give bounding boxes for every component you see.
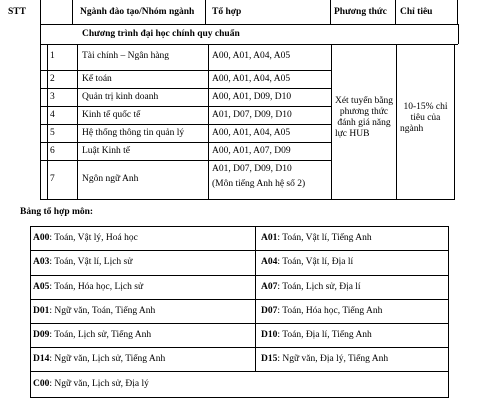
col-divider-major [205, 0, 206, 24]
header-combo: Tổ hợp [212, 7, 242, 17]
table-border-right-quota [454, 44, 455, 200]
combo-subjects: : Toán, Vật lí, Lịch sử [49, 257, 133, 267]
combo-section-title: Bảng tổ hợp môn: [20, 207, 94, 217]
row-major: Kinh tế quốc tế [82, 110, 141, 120]
body-divider-major [77, 44, 78, 200]
combo-code: A03 [33, 257, 50, 267]
row-stt: 1 [50, 51, 55, 61]
row-major: Luật Kinh tế [82, 146, 131, 156]
combo-cell [261, 330, 372, 341]
row-major: Tài chính – Ngân hàng [82, 51, 170, 61]
col-divider-stt [72, 0, 73, 24]
row-line-bottom [40, 199, 455, 200]
combo-code: A05 [33, 282, 50, 292]
combo-line-2 [30, 275, 449, 276]
row-combo: A00, A01, A04, A05 [212, 51, 291, 61]
row-line-4 [40, 124, 331, 125]
combo-subjects: : Toán, Hóa học, Lịch sử [49, 282, 144, 292]
row-combo: A01, D07, D09, D10 [212, 110, 292, 120]
combo-line-bottom [30, 397, 449, 398]
combo-code: A04 [261, 257, 278, 267]
combo-cell [261, 233, 372, 244]
method-line: lực HUB [335, 129, 370, 139]
row-stt: 7 [50, 174, 55, 184]
combo-cell [261, 257, 353, 268]
row-line-2 [40, 88, 331, 89]
table-border-left [40, 0, 41, 200]
combo-cell [33, 233, 138, 244]
combo-code: D15 [261, 354, 278, 364]
table-border-right-body [458, 24, 459, 44]
combo-subjects: : Ngữ văn, Lịch sử, Địa lý [49, 379, 149, 389]
row-stt: 6 [50, 146, 55, 156]
combo-cell [33, 379, 149, 390]
combo-code: A07 [261, 282, 278, 292]
row-combo-note: (Môn tiếng Anh hệ số 2) [212, 179, 306, 189]
quota-line: 10-15% chỉ [403, 102, 448, 112]
row-line-6 [40, 160, 331, 161]
combo-cell [33, 306, 155, 317]
combo-code: D10 [261, 330, 278, 340]
header-major: Ngành đào tạo/Nhóm ngành [80, 7, 195, 17]
combo-subjects: : Ngữ văn, Địa lý, Tiếng Anh [277, 354, 389, 364]
row-line-3 [40, 106, 331, 107]
row-major: Kế toán [82, 74, 112, 84]
combo-cell [33, 354, 165, 365]
combo-line-top [30, 226, 449, 227]
body-divider-stt [47, 44, 48, 200]
row-line-5 [40, 142, 331, 143]
row-stt: 4 [50, 110, 55, 120]
combo-subjects: : Toán, Vật lí, Địa lí [277, 257, 354, 267]
col-divider-combo [330, 0, 331, 24]
method-line: phương thức [339, 107, 389, 117]
row-major: Hệ thống thông tin quản lý [82, 128, 185, 138]
header-method: Phương thức [334, 7, 387, 17]
combo-subjects: : Toán, Vật lí, Tiếng Anh [277, 233, 372, 243]
row-line-header-bottom [40, 24, 458, 25]
row-combo: A00, A01, A04, A05 [212, 74, 291, 84]
row-major: Quản trị kinh doanh [82, 92, 159, 102]
row-stt: 5 [50, 128, 55, 138]
combo-line-6 [30, 371, 449, 372]
combo-line-5 [30, 347, 449, 348]
combo-code: A00 [33, 233, 50, 243]
table-border-right [457, 0, 458, 24]
combo-code: D14 [33, 354, 50, 364]
combo-subjects: : Toán, Địa lí, Tiếng Anh [277, 330, 372, 340]
combo-subjects: : Toán, Vật lý, Hoá học [49, 233, 138, 243]
combo-cell [33, 330, 151, 341]
combo-cell [33, 282, 143, 293]
combo-code: D01 [33, 306, 50, 316]
combo-code: D09 [33, 330, 50, 340]
quota-line: ngành [400, 124, 424, 134]
combo-line-4 [30, 323, 449, 324]
quota-line: tiêu của [410, 113, 441, 123]
row-line-1 [40, 70, 331, 71]
combo-code: C00 [33, 379, 50, 389]
combo-border-right [448, 226, 449, 398]
combo-subjects: : Ngữ văn, Lịch sử, Tiếng Anh [49, 354, 166, 364]
row-combo: A00, A01, A07, D09 [212, 146, 291, 156]
body-divider-combo [208, 44, 209, 200]
combo-code: D07 [261, 306, 278, 316]
program-title: Chương trình đại học chính quy chuẩn [82, 29, 240, 39]
combo-code: A01 [261, 233, 278, 243]
col-divider-method [395, 0, 396, 24]
combo-subjects: : Toán, Lịch sử, Tiếng Anh [49, 330, 152, 340]
combo-cell [33, 257, 132, 268]
row-stt: 2 [50, 74, 55, 84]
row-combo: A00, A01, D09, D10 [212, 92, 292, 102]
row-stt: 3 [50, 92, 55, 102]
combo-cell [261, 282, 361, 293]
combo-subjects: : Ngữ văn, Toán, Tiếng Anh [49, 306, 156, 316]
method-line: Xét tuyển bằng [334, 96, 394, 106]
header-quota: Chỉ tiêu [400, 7, 433, 17]
combo-cell [261, 306, 382, 317]
row-combo: A01, D07, D09, D10 [212, 164, 292, 174]
row-major: Ngôn ngữ Anh [82, 174, 139, 184]
combo-subjects: : Toán, Lịch sử, Địa lí [277, 282, 361, 292]
combo-line-3 [30, 299, 449, 300]
method-line: đánh giá năng [337, 118, 391, 128]
row-line-program-bottom [40, 44, 458, 45]
combo-border-left [30, 226, 31, 398]
combo-subjects: : Toán, Hóa học, Tiếng Anh [277, 306, 383, 316]
combo-line-1 [30, 250, 449, 251]
header-stt: STT [8, 7, 26, 17]
row-combo: A00, A01, A04, A05 [212, 128, 291, 138]
combo-cell [261, 354, 388, 365]
